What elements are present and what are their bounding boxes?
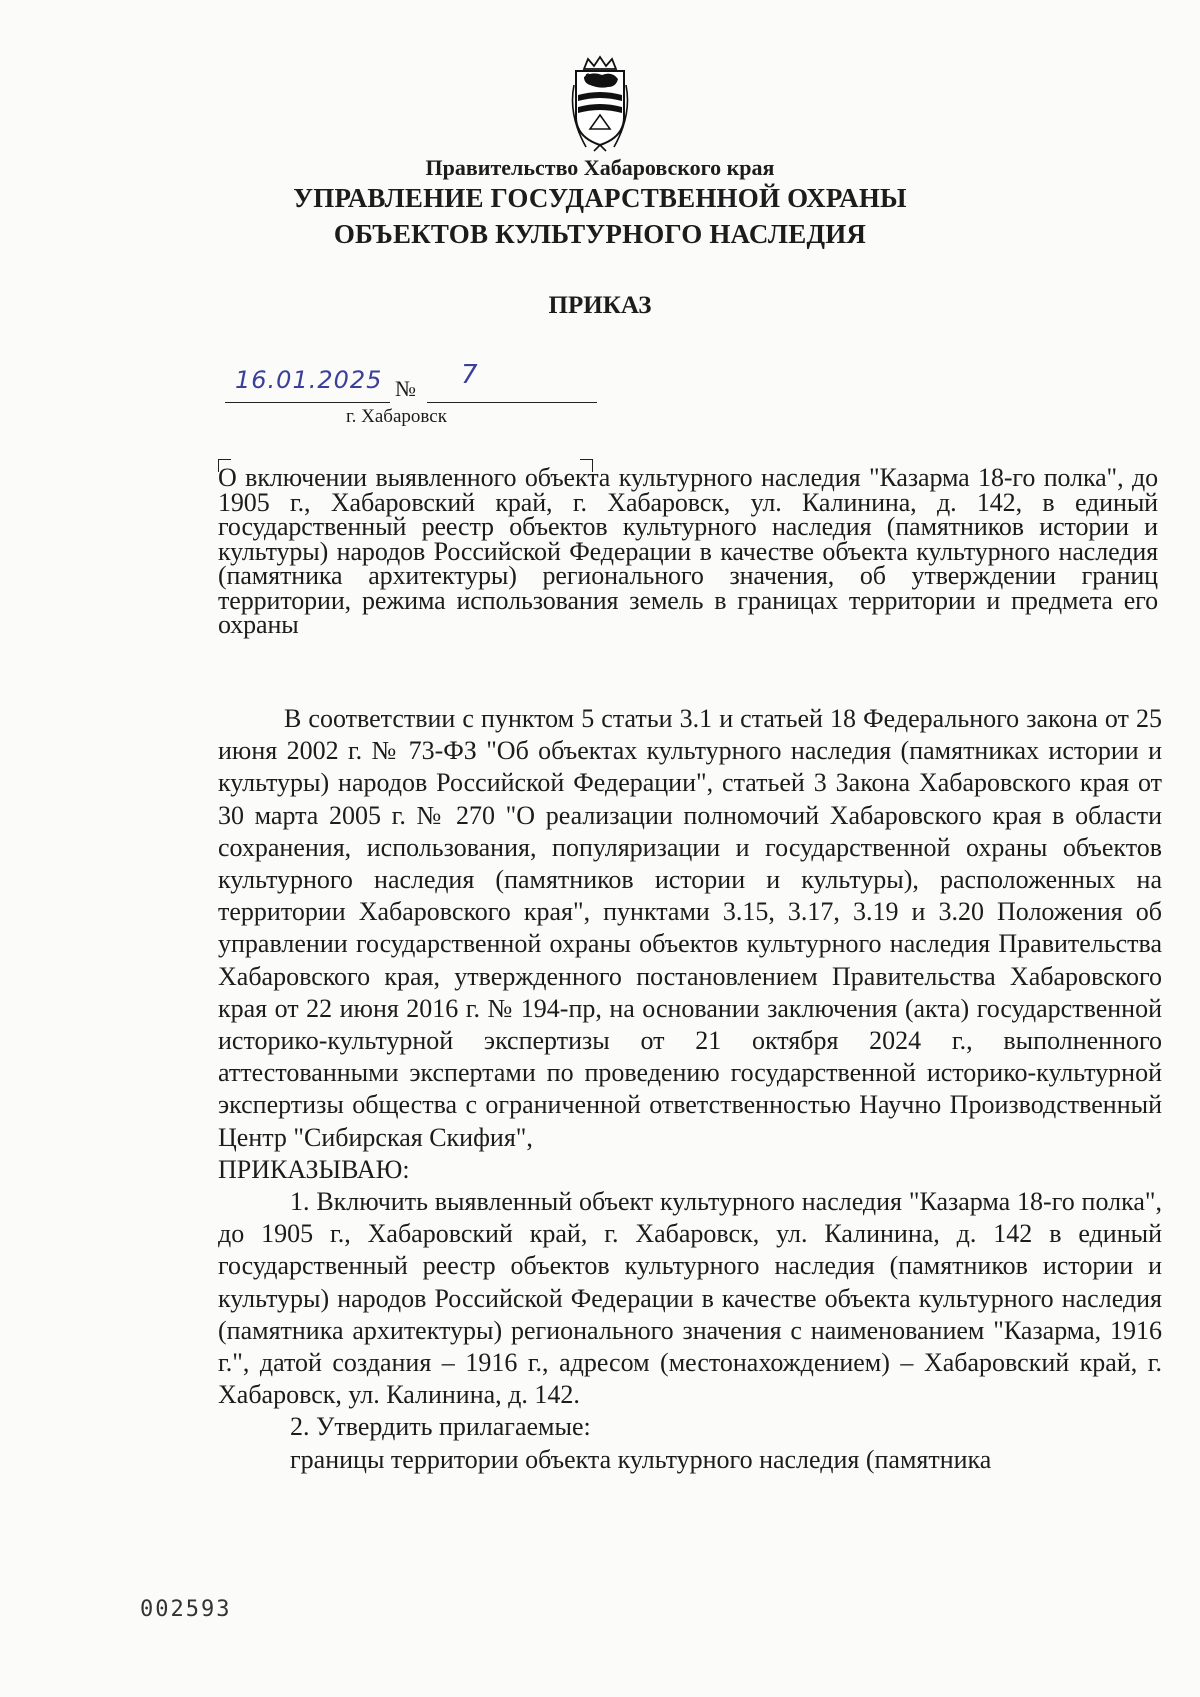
preamble-paragraph: В соответствии с пунктом 5 статьи 3.1 и статьей 18 Федерального закона от 25 июня 2002 г. № 73-ФЗ "Об объектах культурного наследия (памятниках истории и культуры) народов Российской Федерации", статьей 3 Закона Хабаровского края от 30 марта 2005 г. № 270 "О реализации полномочий Хабаровского края в области сохранения, использования, популяризации и государственной охраны объектов культурного наследия (памятников истории и культуры), расположенных на территории Хабаровского края", пунктами 3.15, 3.17, 3.19 и 3.20 Положения об управлении государственной охраны объектов культурного наследия Правительства Хабаровского края, утвержденного постановлением Правительства Хабаровского края от 22 июня 2016 г. № 194-пр, на основании заключения (акта) государственной историко-культурной экспертизы от 21 октября 2024 г., выполненного аттестованными экспертами по проведению государственной историко-культурной экспертизы общества с ограниченной ответственностью Научно Производственный Центр "Сибирская Скифия", [218, 704, 1162, 1152]
date-number-row [225, 360, 605, 406]
item-2-continuation: границы территории объекта культурного наследия (памятника [290, 1444, 992, 1474]
number-label: № [395, 376, 416, 401]
registration-number: 002593 [140, 1597, 232, 1622]
department-name-line1: УПРАВЛЕНИЕ ГОСУДАРСТВЕННОЙ ОХРАНЫ [293, 183, 907, 213]
item-2-paragraph: 2. Утвердить прилагаемые: [290, 1412, 591, 1442]
handwritten-number: 7 [461, 360, 478, 390]
date-underline [225, 402, 390, 403]
document-type-title: ПРИКАЗ [548, 292, 652, 319]
order-subject: О включении выявленного объекта культурного наследия "Казарма 18-го полка", до 1905 г., Хабаровский край, г. Хабаровск, ул. Калинина, д. 142, в единый государственный реестр объектов культурного наследия (памятников истории и культуры) народов Российской Федерации в качестве объекта культурного наследия (памятника архитектуры) регионального значения, об утверждении границ территории, режима использования земель в границах территории и предмета его охраны [218, 463, 1158, 639]
city-name: г. Хабаровск [346, 406, 447, 427]
number-underline [427, 402, 597, 403]
order-word: ПРИКАЗЫВАЮ: [218, 1154, 410, 1184]
government-name: Правительство Хабаровского края [425, 155, 775, 180]
handwritten-date: 16.01.2025 [235, 366, 383, 394]
khabarovsk-krai-coat-of-arms-icon [566, 55, 634, 155]
item-1-paragraph: 1. Включить выявленный объект культурного наследия "Казарма 18-го полка", до 1905 г., Хабаровский край, г. Хабаровск, ул. Калинина, д. 142 в единый государственный реестр объектов культурного наследия (памятников истории и культуры) народов Российской Федерации в качестве объекта культурного наследия (памятника архитектуры) регионального значения с наименованием "Казарма, 1916 г.", датой создания – 1916 г., адресом (местонахождением) – Хабаровский край, г. Хабаровск, ул. Калинина, д. 142. [218, 1187, 1162, 1410]
order-body [218, 703, 1162, 1476]
department-name-line2: ОБЪЕКТОВ КУЛЬТУРНОГО НАСЛЕДИЯ [333, 219, 867, 249]
